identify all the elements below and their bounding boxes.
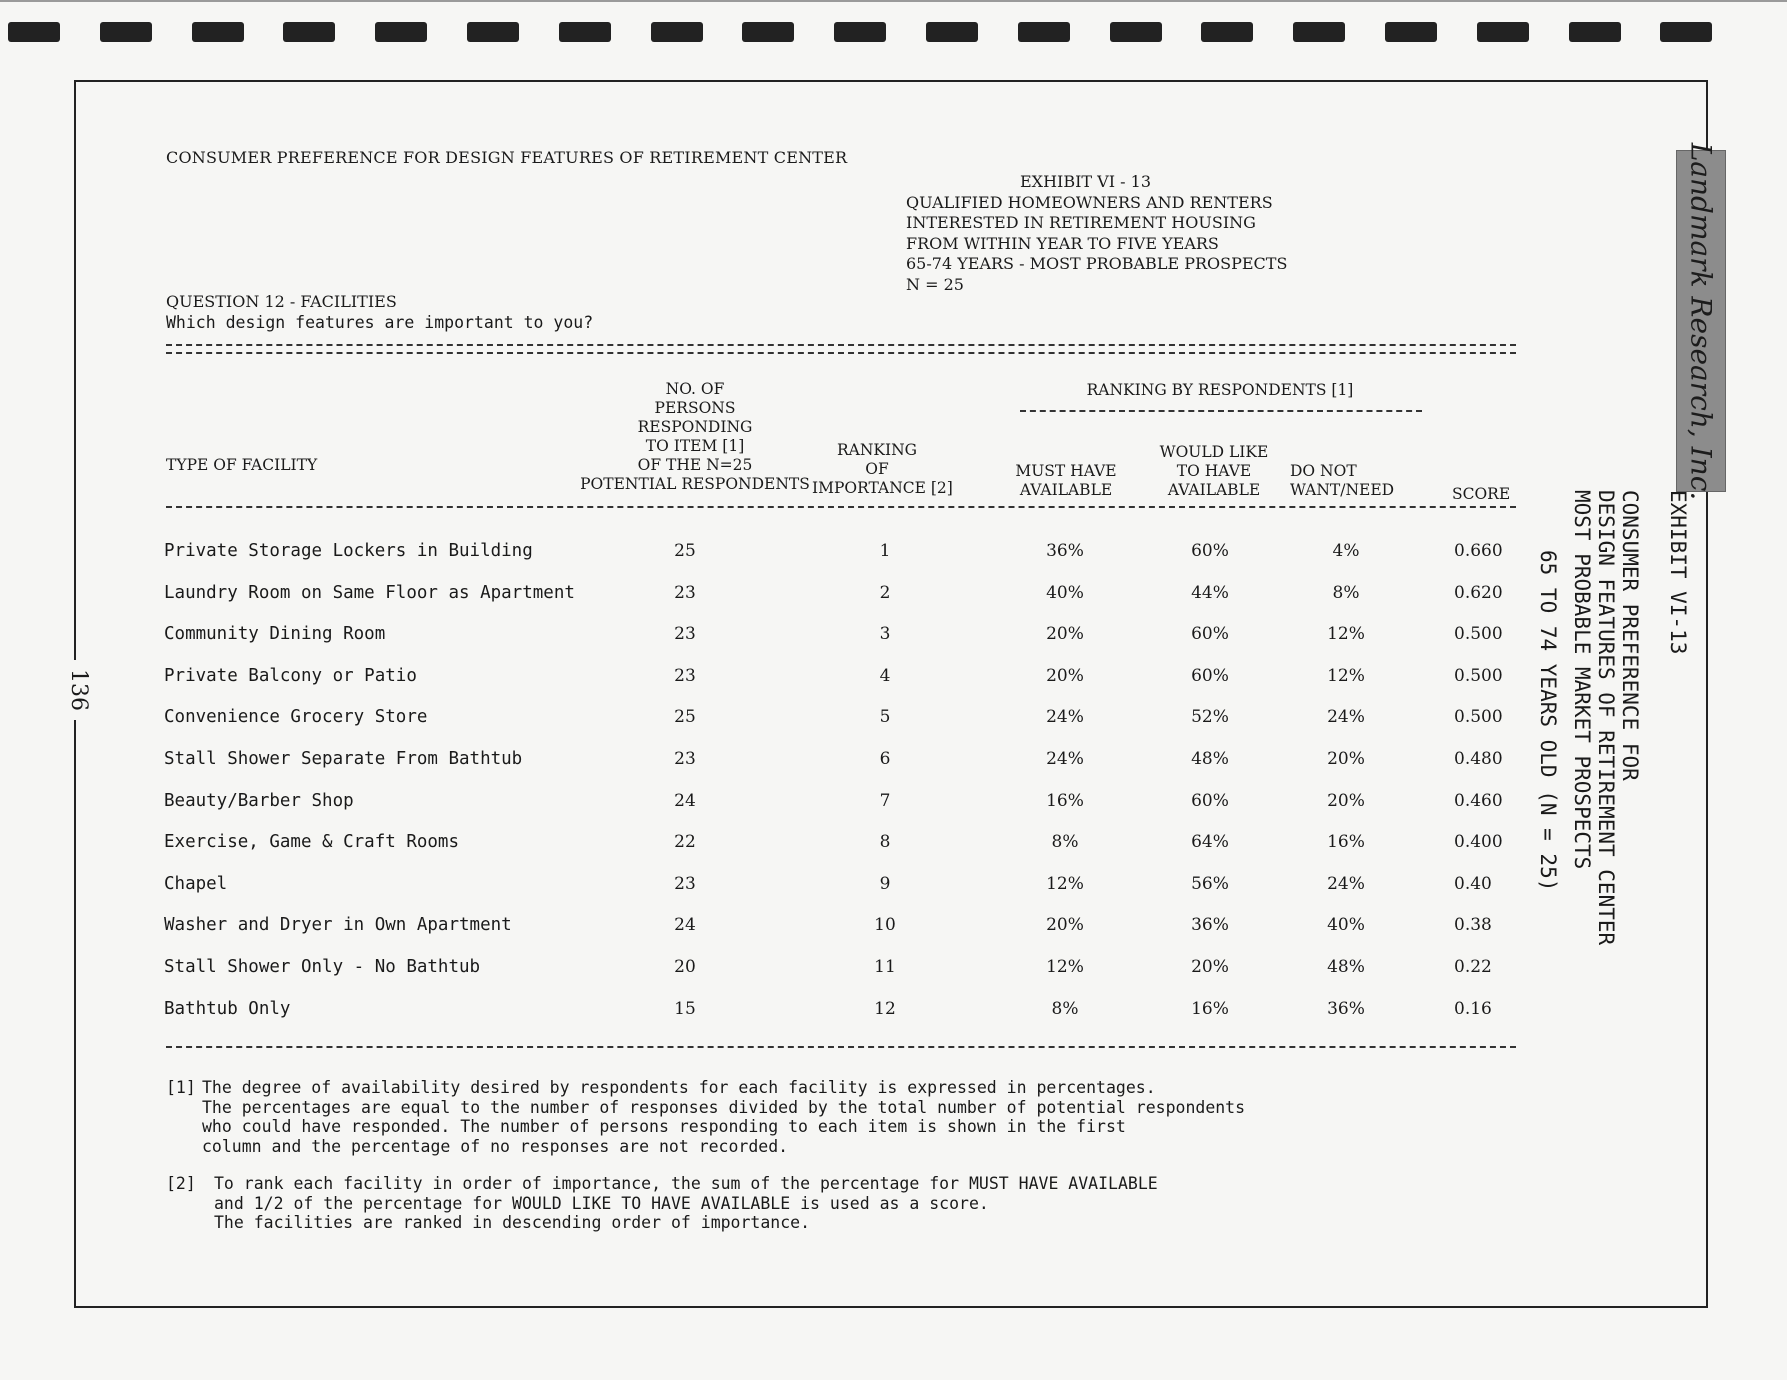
cell-score: 0.460 [1454, 790, 1503, 811]
cell-score: 0.500 [1454, 707, 1503, 728]
cell-donot: 20% [1327, 749, 1365, 769]
cell-rank: 4 [879, 665, 891, 686]
header-facility: TYPE OF FACILITY [166, 456, 318, 474]
cell-donot: 48% [1327, 957, 1365, 977]
header-would-line: TO HAVE [1176, 462, 1252, 480]
exhibit-header [906, 172, 1287, 295]
cell-donot: 40% [1327, 915, 1365, 936]
header-persons-line: RESPONDING [637, 418, 753, 436]
side-title-block [1530, 490, 1690, 970]
cell-would: 48% [1191, 749, 1229, 769]
header-group-rule [1020, 410, 1422, 412]
cell-donot: 20% [1327, 790, 1365, 811]
binding-hole [834, 22, 886, 42]
cell-score: 0.16 [1454, 998, 1492, 1019]
side-title-line2: DESIGN FEATURES OF RETIREMENT CENTER [1594, 490, 1618, 946]
header-ranking-line: IMPORTANCE [2] [812, 479, 953, 497]
cell-facility: Stall Shower Only - No Bathtub [164, 957, 481, 977]
cell-must: 36% [1046, 541, 1084, 561]
top-edge-line [0, 0, 1787, 2]
binding-hole [283, 22, 335, 42]
cell-facility: Exercise, Game & Craft Rooms [164, 832, 460, 853]
cell-persons: 15 [674, 998, 696, 1019]
footnote-line: and 1/2 of the percentage for WOULD LIKE TO HAVE AVAILABLE is used as a score. [214, 1193, 989, 1213]
cell-score: 0.22 [1454, 957, 1492, 977]
binding-hole [1660, 22, 1712, 42]
header-score: SCORE [1452, 485, 1511, 503]
cell-rank: 12 [874, 998, 896, 1019]
cell-facility: Washer and Dryer in Own Apartment [164, 915, 512, 936]
header-would [1146, 443, 1282, 500]
footer-rule [166, 1046, 1516, 1048]
footnote-line: To rank each facility in order of importance, the sum of the percentage for MUST HAVE AVAILABLE [214, 1174, 1158, 1193]
footnote-line: The degree of availability desired by respondents for each facility is expressed in percentages. [202, 1078, 1156, 1097]
header-ranking-line: OF [865, 460, 889, 478]
cell-must: 24% [1046, 707, 1084, 728]
cell-score: 0.500 [1454, 665, 1503, 686]
footnote-2 [166, 1174, 1414, 1233]
cell-must: 16% [1046, 790, 1084, 811]
side-title-line3: MOST PROBABLE MARKET PROSPECTS [1570, 490, 1594, 870]
cell-would: 36% [1191, 915, 1229, 936]
binding-hole [742, 22, 794, 42]
header-ranking [812, 441, 953, 498]
header-persons-line: OF THE N=25 [637, 456, 753, 474]
footnote-mark: [2] [166, 1174, 196, 1193]
header-would-line: AVAILABLE [1167, 481, 1261, 499]
document-title: CONSUMER PREFERENCE FOR DESIGN FEATURES OF RETIREMENT CENTER [166, 148, 848, 167]
question-text: Which design features are important to you? [166, 312, 594, 332]
page-number: 136 [48, 660, 108, 720]
cell-rank: 11 [874, 957, 896, 977]
cell-facility: Community Dining Room [164, 624, 386, 645]
binding-hole [1110, 22, 1162, 42]
cell-would: 44% [1191, 582, 1229, 603]
header-donot-line: DO NOT [1290, 462, 1357, 480]
exhibit-line: QUALIFIED HOMEOWNERS AND RENTERS [906, 192, 1273, 212]
binding-holes [0, 18, 1787, 48]
cell-would: 60% [1191, 624, 1229, 645]
cell-rank: 2 [879, 582, 891, 603]
cell-would: 16% [1191, 998, 1229, 1019]
cell-rank: 5 [879, 707, 891, 728]
header-must [1002, 462, 1130, 500]
cell-facility: Chapel [164, 873, 228, 894]
cell-rank: 1 [879, 541, 891, 561]
binding-hole [651, 22, 703, 42]
binding-hole [100, 22, 152, 42]
cell-donot: 8% [1332, 582, 1360, 603]
side-title-line4: 65 TO 74 YEARS OLD (N = 25) [1536, 550, 1560, 892]
cell-would: 64% [1191, 832, 1229, 853]
cell-score: 0.660 [1454, 541, 1503, 561]
cell-would: 20% [1191, 957, 1229, 977]
exhibit-line: INTERESTED IN RETIREMENT HOUSING [906, 213, 1256, 232]
cell-facility: Private Storage Lockers in Building [164, 541, 533, 561]
side-exhibit-label: EXHIBIT VI-13 [1666, 490, 1690, 655]
header-ranking-line: RANKING [836, 441, 918, 459]
cell-persons: 23 [674, 624, 696, 645]
cell-must: 20% [1046, 915, 1084, 936]
logo-text: Landmark Research, Inc. [1684, 142, 1718, 500]
cell-must: 20% [1046, 624, 1084, 645]
binding-hole [1018, 22, 1070, 42]
footnote-line: who could have responded. The number of persons responding to each item is shown in the first [202, 1117, 1126, 1136]
cell-must: 12% [1046, 957, 1084, 977]
exhibit-line: 65-74 YEARS - MOST PROBABLE PROSPECTS [906, 254, 1288, 273]
cell-donot: 24% [1327, 873, 1365, 894]
cell-would: 60% [1191, 665, 1229, 686]
footnotes [166, 1078, 1414, 1251]
question-block [166, 292, 593, 333]
cell-must: 20% [1046, 665, 1084, 686]
header-persons-line: NO. OF [665, 380, 725, 398]
footnote-mark: [1] [166, 1078, 196, 1097]
cell-score: 0.40 [1454, 873, 1492, 894]
binding-hole [1569, 22, 1621, 42]
binding-hole [192, 22, 244, 42]
cell-would: 60% [1191, 541, 1229, 561]
binding-hole [1201, 22, 1253, 42]
cell-donot: 24% [1327, 707, 1365, 728]
cell-persons: 24 [674, 915, 696, 936]
header-rule [166, 506, 1516, 508]
footnote-1 [166, 1078, 1402, 1156]
cell-persons: 22 [674, 832, 696, 853]
cell-would: 56% [1191, 873, 1229, 894]
header-persons-line: TO ITEM [1] [645, 437, 745, 455]
header-persons [580, 380, 810, 494]
side-title-line1: CONSUMER PREFERENCE FOR [1618, 490, 1642, 781]
cell-facility: Private Balcony or Patio [164, 665, 417, 686]
cell-donot: 16% [1327, 832, 1365, 853]
cell-donot: 12% [1327, 624, 1365, 645]
header-persons-line: POTENTIAL RESPONDENTS [580, 475, 810, 493]
binding-hole [1477, 22, 1529, 42]
cell-would: 52% [1191, 707, 1229, 728]
footnote-line: The percentages are equal to the number of responses divided by the total number of potential respondents [202, 1097, 1246, 1117]
header-would-line: WOULD LIKE [1159, 443, 1269, 461]
binding-hole [559, 22, 611, 42]
cell-facility: Convenience Grocery Store [164, 707, 428, 728]
cell-rank: 7 [879, 790, 891, 811]
cell-persons: 23 [674, 665, 696, 686]
header-donot [1290, 462, 1402, 500]
cell-persons: 23 [674, 873, 696, 894]
cell-rank: 6 [879, 749, 891, 769]
header-donot-line: WANT/NEED [1290, 481, 1395, 499]
logo-stamp [1676, 142, 1726, 500]
cell-donot: 36% [1327, 998, 1365, 1019]
cell-must: 40% [1046, 582, 1084, 603]
binding-hole [1385, 22, 1437, 42]
cell-would: 60% [1191, 790, 1229, 811]
question-label: QUESTION 12 - FACILITIES [166, 292, 397, 311]
cell-persons: 23 [674, 582, 696, 603]
cell-persons: 20 [674, 957, 696, 977]
cell-score: 0.480 [1454, 749, 1503, 769]
cell-donot: 4% [1332, 541, 1360, 561]
cell-must: 24% [1046, 749, 1084, 769]
binding-hole [467, 22, 519, 42]
cell-must: 8% [1051, 998, 1079, 1019]
cell-must: 8% [1051, 832, 1079, 853]
cell-must: 12% [1046, 873, 1084, 894]
binding-hole [375, 22, 427, 42]
cell-score: 0.500 [1454, 624, 1503, 645]
header-must-line: AVAILABLE [1019, 481, 1113, 499]
cell-score: 0.38 [1454, 915, 1492, 936]
cell-facility: Beauty/Barber Shop [164, 790, 354, 811]
cell-facility: Bathtub Only [164, 998, 291, 1019]
cell-rank: 9 [879, 873, 891, 894]
cell-persons: 25 [674, 707, 696, 728]
cell-persons: 25 [674, 541, 696, 561]
cell-facility: Laundry Room on Same Floor as Apartment [164, 582, 575, 603]
binding-hole [8, 22, 60, 42]
cell-donot: 12% [1327, 665, 1365, 686]
header-persons-line: PERSONS [654, 399, 736, 417]
cell-score: 0.400 [1454, 832, 1503, 853]
binding-hole [1293, 22, 1345, 42]
cell-rank: 3 [879, 624, 891, 645]
footnote-line: column and the percentage of no responses are not recorded. [202, 1136, 789, 1156]
exhibit-line: N = 25 [906, 274, 964, 294]
cell-facility: Stall Shower Separate From Bathtub [164, 749, 523, 769]
header-must-line: MUST HAVE [1015, 462, 1117, 480]
double-rule [166, 344, 1516, 354]
cell-rank: 8 [879, 832, 891, 853]
exhibit-label: EXHIBIT VI - 13 [1020, 172, 1151, 191]
cell-rank: 10 [874, 915, 896, 936]
binding-hole [926, 22, 978, 42]
cell-persons: 24 [674, 790, 696, 811]
header-group: RANKING BY RESPONDENTS [1] [1086, 381, 1354, 399]
cell-score: 0.620 [1454, 582, 1503, 603]
exhibit-line: FROM WITHIN YEAR TO FIVE YEARS [906, 233, 1219, 253]
cell-persons: 23 [674, 749, 696, 769]
footnote-line: The facilities are ranked in descending order of importance. [214, 1213, 811, 1232]
